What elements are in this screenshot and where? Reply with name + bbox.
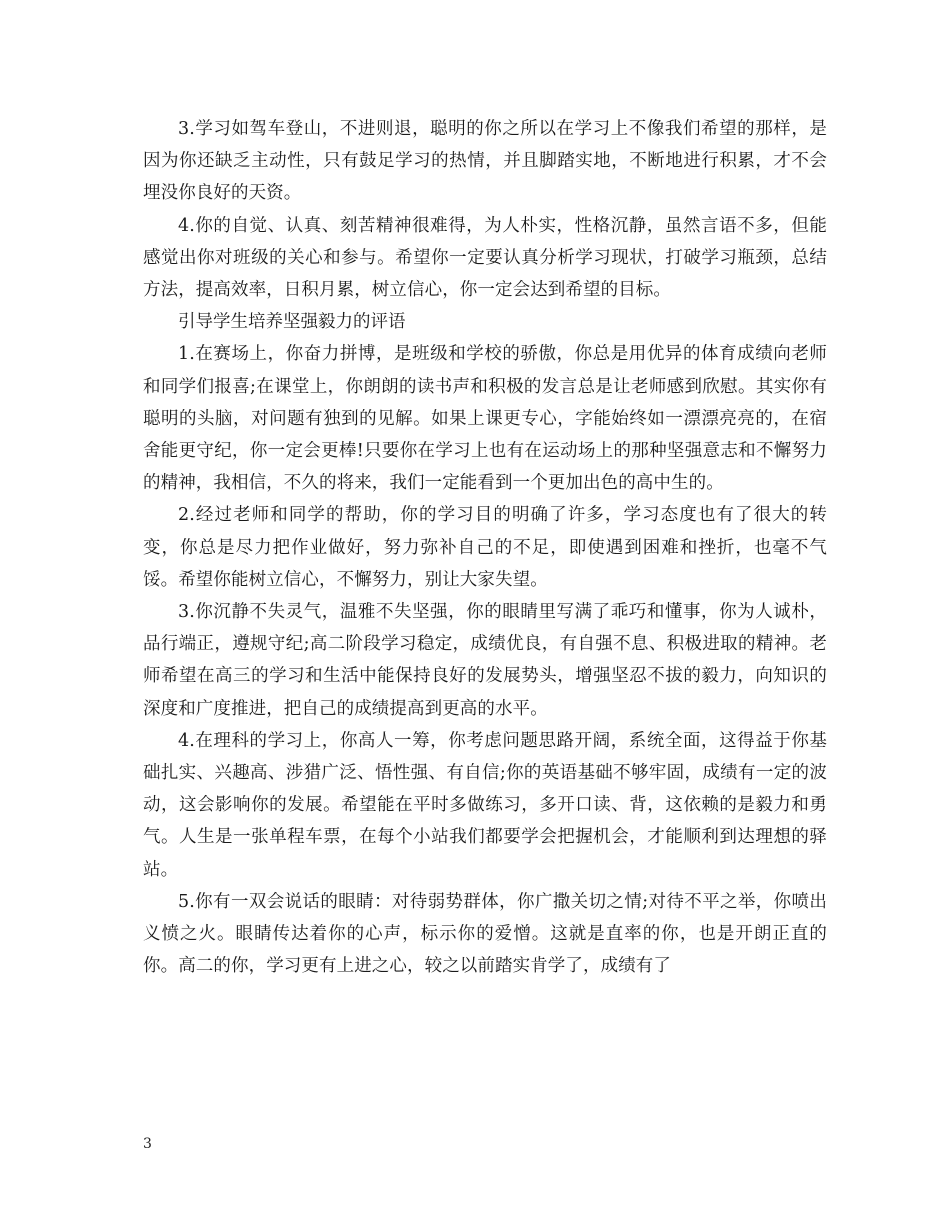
section-heading: 引导学生培养坚强毅力的评语 <box>178 312 406 333</box>
document-body <box>143 113 827 982</box>
section-paragraph-2: 2.经过老师和同学的帮助，你的学习目的明确了许多，学习态度也有了很大的转变，你总是尽力把作业做好，努力弥补自己的不足，即使遇到困难和挫折，也毫不气馁。希望你能树立信心，不懈努力，别让大家失望。 <box>143 505 827 590</box>
section-paragraph-3: 3.你沉静不失灵气，温雅不失坚强，你的眼睛里写满了乖巧和懂事，你为人诚朴，品行端正，遵规守纪;高二阶段学习稳定，成绩优良，有自强不息、积极进取的精神。老师希望在高三的学习和生活中能保持良好的发展势头，增强坚忍不拔的毅力，向知识的深度和广度推进，把自己的成绩提高到更高的水平。 <box>143 602 827 719</box>
section-paragraph-5: 5.你有一双会说话的眼睛：对待弱势群体，你广撒关切之情;对待不平之举，你喷出义愤之火。眼睛传达着你的心声，标示你的爱憎。这就是直率的你，也是开朗正直的你。高二的你，学习更有上进之心，较之以前踏实肯学了，成绩有了 <box>143 891 827 977</box>
paragraph-4: 4.你的自觉、认真、刻苦精神很难得，为人朴实，性格沉静，虽然言语不多，但能感觉出你对班级的关心和参与。希望你一定要认真分析学习现状，打破学习瓶颈，总结方法，提高效率，日积月累，树立信心，你一定会达到希望的目标。 <box>143 215 827 301</box>
paragraph-3: 3.学习如驾车登山，不进则退，聪明的你之所以在学习上不像我们希望的那样，是因为你还缺乏主动性，只有鼓足学习的热情，并且脚踏实地，不断地进行积累，才不会埋没你良好的天资。 <box>143 119 827 204</box>
section-paragraph-1: 1.在赛场上，你奋力拼博，是班级和学校的骄傲，你总是用优异的体育成绩向老师和同学们报喜;在课堂上，你朗朗的读书声和积极的发言总是让老师感到欣慰。其实你有聪明的头脑，对问题有独到的见解。如果上课更专心，字能始终如一漂漂亮亮的，在宿舍能更守纪，你一定会更棒!只要你在学习上也有在运动场上的那种坚强意志和不懈努力的精神，我相信，不久的将来，我们一定能看到一个更加出色的高中生的。 <box>143 344 827 494</box>
page-number: 3 <box>143 1136 152 1152</box>
section-paragraph-4: 4.在理科的学习上，你高人一筹，你考虑问题思路开阔，系统全面，这得益于你基础扎实、兴趣高、涉猎广泛、悟性强、有自信;你的英语基础不够牢固，成绩有一定的波动，这会影响你的发展。希望能在平时多做练习，多开口读、背，这依赖的是毅力和勇气。人生是一张单程车票，在每个小站我们都要学会把握机会，才能顺利到达理想的驿站。 <box>143 730 827 880</box>
